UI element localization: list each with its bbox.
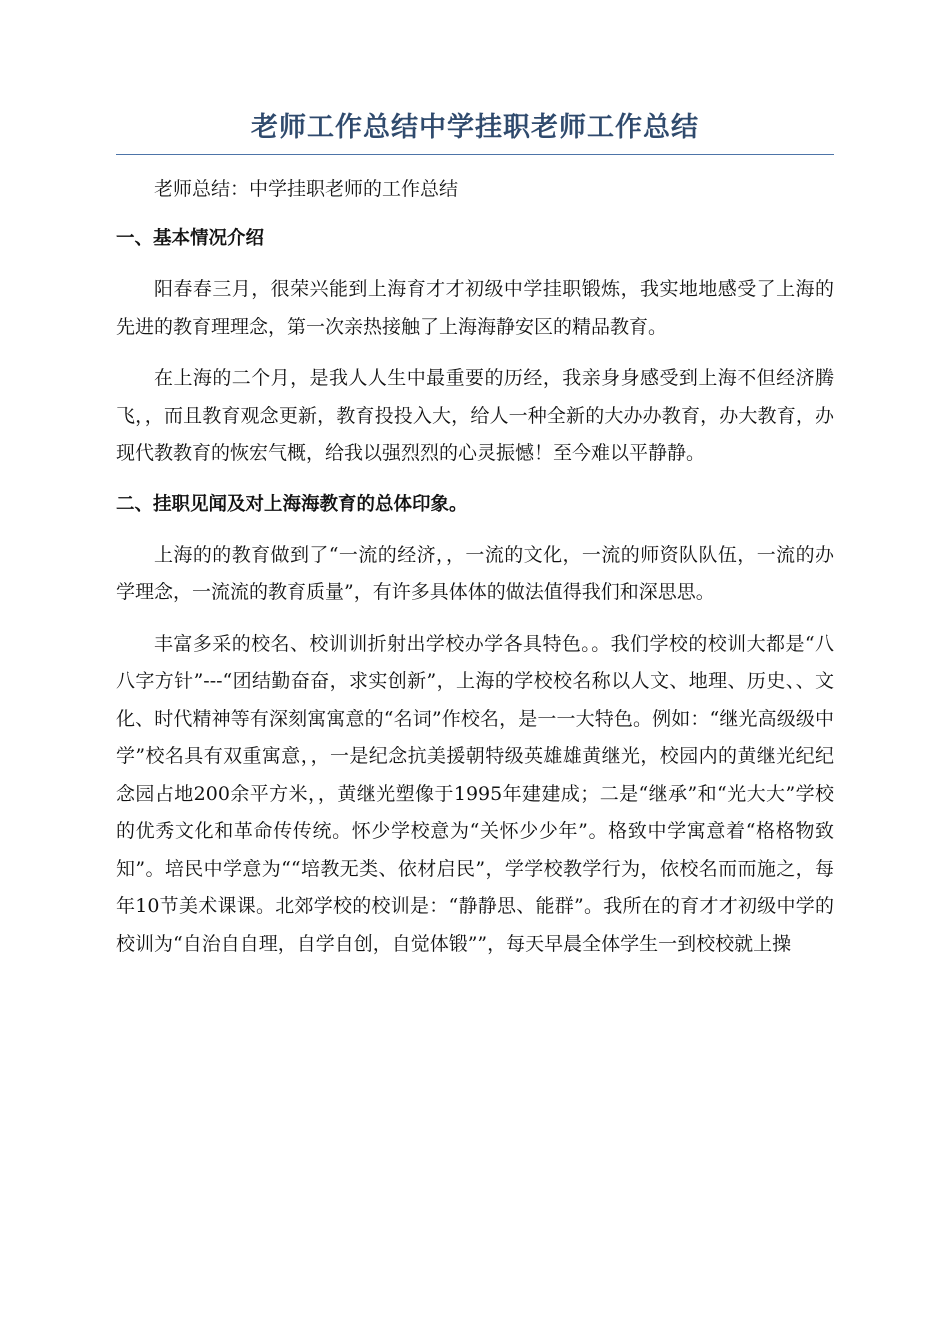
paragraph-3: 上海的的教育做到了“一流的经济，，一流的文化，一流的师资队队伍，一流的办学理念，一流流的教育质量”，有许多具体体的做法值得我们和深思思。 — [116, 543, 834, 603]
paragraph-4: 丰富多采的校名、校训训折射出学校办学各具特色。。我们学校的校训大都是“八八字方针”---“团结勤奋奋，求实创新”，上海的学校校名称以人文、地理、历史、、文化、时代精神等有深刻寓寓意的“名词”作校名，是一一大特色。例如：“继光高级级中学”校名具有双重寓意，，一是纪念抗美援朝特级英雄雄黄继光，校园内的黄继光纪纪念园占地200余平方米，，黄继光塑像于1995年建建成；二是“继承”和“光大大”学校的优秀文化和革命传传统。怀少学校意为“关怀少少年”。格致中学寓意着“格格物致知”。培民中学意为““培教无类、依材启民”，学学校教学行为，依校名而而施之，每年10节美术课课。北郊学校的校训是：“静静思、能群”。我所在的育才才初级中学的校训为“自治自自理，自学自创，自觉体锻””，每天早晨全体学生一到校校就上操 — [116, 632, 834, 955]
document-page — [116, 108, 834, 963]
section-heading-1: 一、基本情况介绍 — [116, 228, 265, 249]
section-heading-2: 二、挂职见闻及对上海海教育的总体印象。 — [116, 493, 468, 515]
document-subtitle: 老师总结：中学挂职老师的工作总结 — [154, 178, 459, 200]
paragraph-2: 在上海的二个月，是我人人生中最重要的历经，我亲身身感受到上海不但经济腾飞，，而且教育观念更新，教育投投入大，给人一种全新的大办办教育，办大教育，办现代教教育的恢宏气概，给我以强烈烈的心灵振憾！至今难以平静静。 — [116, 367, 834, 464]
paragraph-1: 阳春春三月，很荣兴能到上海育才才初级中学挂职锻炼，我实地地感受了上海的先进的教育理理念，第一次亲热接触了上海海静安区的精品教育。 — [116, 278, 834, 338]
document-title: 老师工作总结中学挂职老师工作总结 — [116, 108, 834, 155]
